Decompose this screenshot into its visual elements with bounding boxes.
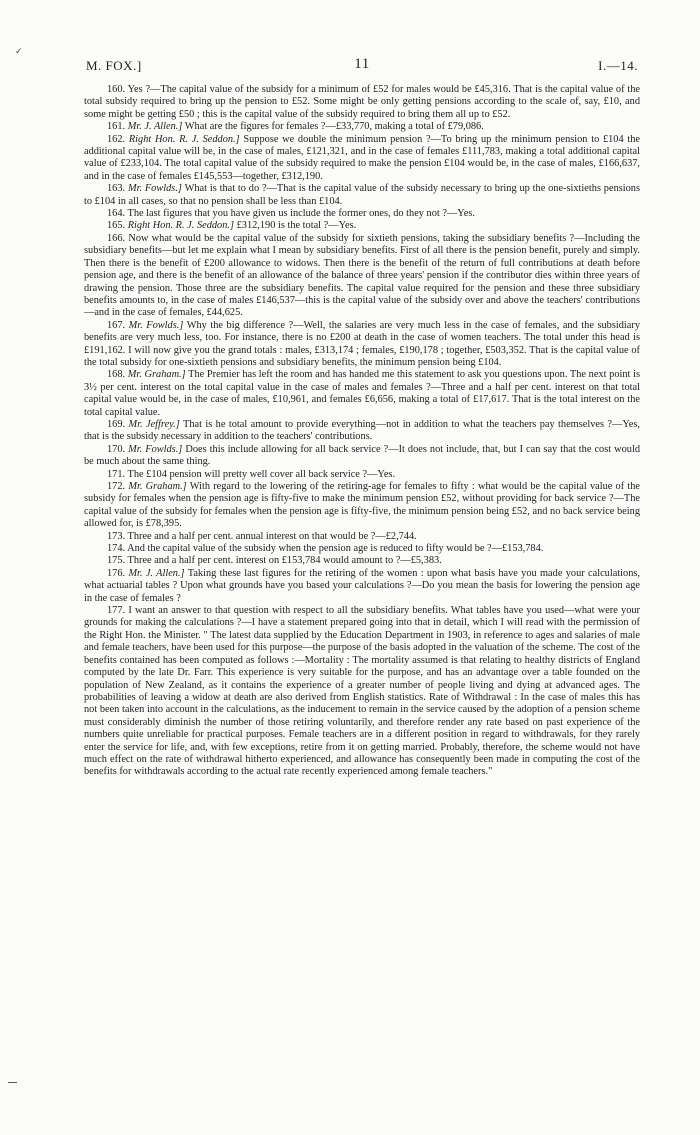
question-number: 170. bbox=[107, 443, 126, 455]
evidence-paragraph bbox=[84, 555, 640, 567]
speaker-name: Mr. J. Allen.] bbox=[128, 567, 185, 579]
question-number: 162. bbox=[107, 133, 126, 145]
evidence-paragraph bbox=[84, 531, 640, 543]
paragraph-text: Yes ?—The capital value of the subsidy for a minimum of £52 for males would be £45,316. That is the capital value of the total subsidy required to bring up the pension to £52. Some might be only getting pensions according to the scale of, say, £10, and some might be getting £50 ; this is the capital value of the subsidy required to bring them all up to £52. bbox=[84, 84, 640, 120]
paragraph-text: What is that to do ?—That is the capital value of the subsidy necessary to bring up the one-sixtieths pensions to £104 in all cases, so that no pension shall be less than £104. bbox=[84, 183, 641, 207]
paragraph-text: I want an answer to that question with respect to all the subsidiary benefits. What tables have you used—what were your grounds for making the calculations ?—I have a statement prepared going into that in detail, which I will read with the permission of the Right Hon. the Minister. " The latest data supplied by the Education Department in 1903, in reference to ages and salaries of male and female teachers, have been used for this purpose—the purpose of the basis adopted in the valuation of the scheme. The cost of the benefits contained has been computed as follows :—Mortality : The mortality assumed is that relating to healthy districts of England computed by the late Dr. Farr. This experience is very suitable for the purpose, and has an advantage over a table founded on the population of New Zealand, as it contains the experience of a greater number of people living and dying at advanced ages. The probabilities of leaving a widow at death are also derived from English statistics. Rate of Withdrawal : In the case of males this has not been taken into account in the calculations, as the inducement to remain in the service caused by the adoption of a pension scheme must considerably diminish the number of those retiring voluntarily, and therefore render any rate based on past experience of the numbers quite unreliable for practical purposes. Female teachers are in a different position in regard to withdrawals, for they rarely enter the service for life, and, with few exceptions, retire from it on getting married. Probably, therefore, the scheme would not have much effect on the rate of withdrawal hitherto experienced, and allowance has consequently been made in computing the cost of the benefits for withdrawals according to the actual rate recently experienced among female teachers." bbox=[84, 605, 640, 778]
evidence-paragraph bbox=[84, 220, 640, 232]
question-number: 166. bbox=[107, 232, 126, 244]
question-number: 176. bbox=[107, 567, 126, 579]
paragraph-text: Why the big difference ?—Well, the salaries are very much less in the case of females, and the subsidiary benefits are very much less, too. For instance, there is no £200 at death in the case of women teachers. The total under this head is £191,162. I will now give you the grand totals : males, £313,174 ; females, £190,178 ; together, £503,352. That is the capital value of the total subsidy for one-sixtieth pensions and subsidiary benefits, the minimum pension being £104. bbox=[84, 319, 640, 368]
paragraph-text: With regard to the lowering of the retiring-age for females to fifty : what would be the capital value of the subsidy for females when the pension age is fifty-five to make the minimum pension £52, without providing for back service ?—The capital value of the subsidy for females when the pension age is fifty-five, the minimum pension being £52, and no back service being allowed for, is £78,395. bbox=[84, 481, 641, 530]
question-number: 171. bbox=[107, 468, 126, 480]
page-header bbox=[86, 56, 638, 76]
evidence-paragraph bbox=[84, 84, 640, 121]
paragraph-text: The Premier has left the room and has handed me this statement to ask you questions upon. The next point is 3½ per cent. interest on the total capital value in the case of males and females ?—Three and a half per cent. interest on that total capital value would be, in the case of males, £10,961, and females £6,656, making a total of £17,617. That is the total interest on the total capital value. bbox=[84, 369, 640, 418]
evidence-paragraph bbox=[84, 469, 640, 481]
question-number: 177. bbox=[107, 605, 126, 617]
question-number: 167. bbox=[107, 319, 126, 331]
paper-reference: I.—14. bbox=[598, 58, 638, 73]
evidence-paragraph bbox=[84, 134, 640, 184]
paragraph-text: £312,190 is the total ?—Yes. bbox=[236, 220, 357, 232]
question-number: 175. bbox=[107, 555, 126, 567]
paragraph-text: What are the figures for females ?—£33,770, making a total of £79,086. bbox=[184, 121, 484, 133]
paragraph-text: And the capital value of the subsidy when the pension age is reduced to fifty would be ?—£153,784. bbox=[127, 543, 544, 555]
evidence-paragraph bbox=[84, 444, 640, 469]
question-number: 165. bbox=[107, 220, 126, 232]
speaker-name: Mr. Fowlds.] bbox=[128, 319, 184, 331]
margin-dash-mark bbox=[8, 1082, 17, 1083]
evidence-paragraph bbox=[84, 568, 640, 605]
question-number: 172. bbox=[107, 481, 126, 492]
speaker-name: Right Hon. R. J. Seddon.] bbox=[127, 220, 234, 232]
paragraph-text: Three and a half per cent. annual interest on that would be ?—£2,744. bbox=[127, 530, 417, 542]
document-body bbox=[84, 84, 640, 779]
question-number: 173. bbox=[107, 530, 126, 542]
paragraph-text: Taking these last figures for the retiring of the women : upon what basis have you made your calculations, what actuarial tables ? Upon what grounds have you based your calculations ?—Do you mean the basis for lowering the pension age in the case of females ? bbox=[84, 567, 640, 604]
speaker-name: Mr. Fowlds.] bbox=[128, 443, 183, 455]
evidence-paragraph bbox=[84, 208, 640, 220]
speaker-name: Right Hon. R. J. Seddon.] bbox=[128, 133, 240, 145]
evidence-paragraph bbox=[84, 183, 640, 208]
evidence-paragraph bbox=[84, 369, 640, 419]
question-number: 168. bbox=[107, 369, 126, 381]
speaker-name: Mr. Graham.] bbox=[127, 369, 186, 381]
question-number: 174. bbox=[107, 543, 126, 555]
evidence-paragraph bbox=[84, 481, 640, 531]
paragraph-text: Does this include allowing for all back service ?—It does not include, that, but I can say that the cost would be much about the same thing. bbox=[84, 443, 640, 468]
paragraph-text: The last figures that you have given us include the former ones, do they not ?—Yes. bbox=[127, 208, 475, 220]
question-number: 169. bbox=[107, 418, 126, 430]
speaker-name: Mr. J. Allen.] bbox=[127, 121, 183, 133]
speaker-name: Mr. Fowlds.] bbox=[127, 183, 182, 195]
evidence-paragraph bbox=[84, 543, 640, 555]
paragraph-text: Suppose we double the minimum pension ?—To bring up the minimum pension to £104 the additional capital value will be, in the case of males, £121,321, and in the case of females £111,783, making a total additional capital value of £233,104. The total capital value of the subsidy required to make the pension £104 would be, in the case of males, £166,637, and in the case of females £145,553—together, £312,190. bbox=[84, 133, 640, 182]
question-number: 160. bbox=[107, 84, 126, 95]
evidence-paragraph bbox=[84, 419, 640, 444]
header-speaker: M. FOX.] bbox=[86, 58, 142, 73]
evidence-paragraph bbox=[84, 121, 640, 133]
paragraph-text: That is he total amount to provide everything—not in addition to what the teachers pay themselves ?—Yes, that is the subsidy necessary in addition to the teachers' contributions. bbox=[84, 418, 640, 443]
evidence-paragraph bbox=[84, 320, 640, 370]
question-number: 163. bbox=[107, 183, 126, 195]
question-number: 161. bbox=[107, 121, 126, 133]
speaker-name: Mr. Jeffrey.] bbox=[128, 418, 180, 430]
evidence-paragraph bbox=[84, 605, 640, 779]
paragraph-text: Three and a half per cent. interest on £153,784 would amount to ?—£5,383. bbox=[127, 555, 442, 567]
paragraph-text: Now what would be the capital value of the subsidy for sixtieth pensions, taking the subsidiary benefits ?—Including the subsidiary benefits—but let me explain what I mean by subsidiary benefits. First of all there is the pension benefit, purely and simply. Then there is the benefit of £200 allowance to widows. Then there is the benefit of the return of full contributions at death before pension age, and there is the benefit of an allowance of the balance of three years' pension if the contributor dies within three years of drawing the pension. Those three are the subsidiary benefits. The capital value required for the pension and these three subsidiary benefits amounts to, in the case of males £146,537—this is the capital value of the subsidy over and above the teachers' contributions—and in the case of females, £44,625. bbox=[84, 232, 640, 319]
question-number: 164. bbox=[107, 208, 126, 220]
page-number: 11 bbox=[354, 56, 370, 72]
margin-tick-mark: ✓ bbox=[15, 46, 23, 56]
paragraph-text: The £104 pension will pretty well cover all back service ?—Yes. bbox=[127, 468, 396, 480]
speaker-name: Mr. Graham.] bbox=[128, 481, 187, 492]
evidence-paragraph bbox=[84, 233, 640, 320]
